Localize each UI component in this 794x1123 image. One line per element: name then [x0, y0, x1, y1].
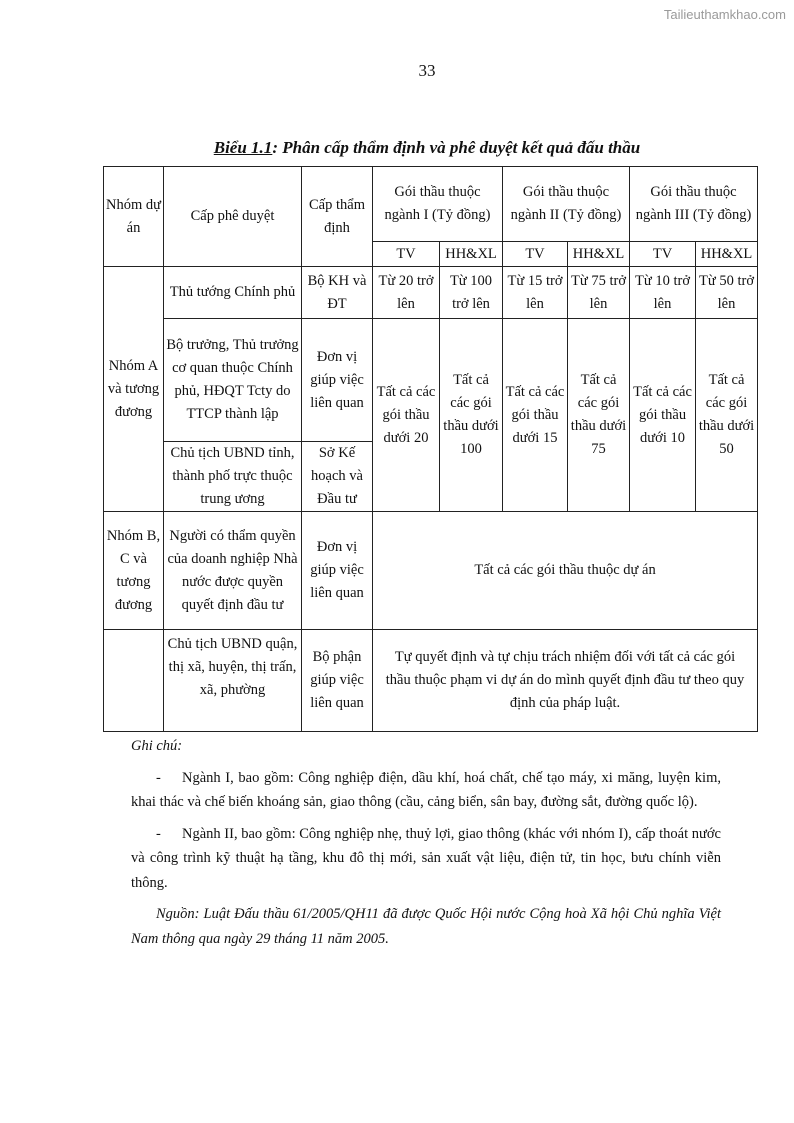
header-hhxl-1: HH&XL: [440, 242, 503, 267]
table-row: [104, 512, 758, 630]
source-note: Nguồn: Luật Đấu thầu 61/2005/QH11 đã được Quốc Hội nước Cộng hoà Xã hội Chủ nghĩa Việt Nam thông qua ngày 29 tháng 11 năm 2005.: [131, 906, 721, 947]
approval-cell: Người có thẩm quyền của doanh nghiệp Nhà nước được quyền quyết định đầu tư: [164, 512, 302, 630]
header-tv-1: TV: [373, 242, 440, 267]
value-cell: Tất cả các gói thầu dưới 100: [440, 319, 503, 512]
header-tv-2: TV: [503, 242, 568, 267]
header-sector-1: Gói thầu thuộc ngành I (Tỷ đồng): [373, 167, 503, 242]
note-text: Ngành I, bao gồm: Công nghiệp điện, dầu khí, hoá chất, chế tạo máy, xi măng, luyện kim, khai thác và chế biến khoáng sản, giao thông (cầu, cảng biển, sân bay, đường sắt, đường quốc lộ).: [131, 769, 721, 810]
header-sector-2: Gói thầu thuộc ngành II (Tỷ đồng): [503, 167, 630, 242]
note-item: [131, 766, 721, 815]
table-caption: [0, 138, 794, 158]
value-cell: Tất cả các gói thầu dưới 50: [696, 319, 758, 512]
appraisal-cell: Đơn vị giúp việc liên quan: [302, 512, 373, 630]
appraisal-cell: Bộ phận giúp việc liên quan: [302, 630, 373, 732]
bullet-dash: -: [156, 825, 161, 842]
value-cell: Từ 50 trở lên: [696, 267, 758, 319]
note-item: [131, 822, 721, 896]
value-cell: Từ 15 trở lên: [503, 267, 568, 319]
value-cell: Tất cả các gói thầu dưới 15: [503, 319, 568, 512]
value-cell: Từ 20 trở lên: [373, 267, 440, 319]
header-sector-3: Gói thầu thuộc ngành III (Tỷ đồng): [630, 167, 758, 242]
value-cell: Từ 10 trở lên: [630, 267, 696, 319]
notes-label: Ghi chú:: [131, 738, 183, 754]
value-cell: Tất cả các gói thầu dưới 75: [568, 319, 630, 512]
notes-section: [131, 734, 721, 951]
approval-cell: Chủ tịch UBND quận, thị xã, huyện, thị trấn, xã, phường: [164, 630, 302, 732]
header-hhxl-3: HH&XL: [696, 242, 758, 267]
header-row: [104, 167, 758, 242]
caption-title: : Phân cấp thẩm định và phê duyệt kết quả đấu thầu: [272, 138, 641, 157]
group-bc-name: Nhóm B, C và tương đương: [104, 512, 164, 630]
value-cell: Tất cả các gói thầu dưới 10: [630, 319, 696, 512]
local-group-name: [104, 630, 164, 732]
note-text: Ngành II, bao gồm: Công nghiệp nhẹ, thuỷ lợi, giao thông (khác với nhóm I), cấp thoát nước và công trình kỹ thuật hạ tầng, khu đô thị mới, sản xuất vật liệu, điện tử, tin học, bưu chính viễn thông.: [131, 825, 721, 891]
approval-table: [103, 166, 758, 732]
scope-cell: Tự quyết định và tự chịu trách nhiệm đối với tất cả các gói thầu thuộc phạm vi dự án do mình quyết định đầu tư theo quy định của pháp luật.: [373, 630, 758, 732]
header-tv-3: TV: [630, 242, 696, 267]
value-cell: Từ 100 trở lên: [440, 267, 503, 319]
approval-cell: Chủ tịch UBND tỉnh, thành phố trực thuộc trung ương: [164, 442, 302, 512]
bullet-dash: -: [156, 769, 161, 786]
table-row: [104, 319, 758, 442]
header-appraisal: Cấp thẩm định: [302, 167, 373, 267]
table-row: [104, 267, 758, 319]
header-hhxl-2: HH&XL: [568, 242, 630, 267]
header-approval: Cấp phê duyệt: [164, 167, 302, 267]
table-row: [104, 630, 758, 732]
appraisal-cell: Đơn vị giúp việc liên quan: [302, 319, 373, 442]
group-a-name: Nhóm A và tương đương: [104, 267, 164, 512]
page-number: 33: [418, 61, 436, 80]
scope-cell: Tất cả các gói thầu thuộc dự án: [373, 512, 758, 630]
value-cell: Tất cả các gói thầu dưới 20: [373, 319, 440, 512]
appraisal-cell: Sở Kế hoạch và Đầu tư: [302, 442, 373, 512]
value-cell: Từ 75 trở lên: [568, 267, 630, 319]
approval-cell: Bộ trưởng, Thủ trưởng cơ quan thuộc Chính phủ, HĐQT Tcty do TTCP thành lập: [164, 319, 302, 442]
appraisal-cell: Bộ KH và ĐT: [302, 267, 373, 319]
caption-label: Biểu 1.1: [213, 138, 273, 157]
approval-cell: Thủ tướng Chính phủ: [164, 267, 302, 319]
watermark: Tailieuthamkhao.com: [663, 7, 786, 22]
header-group: Nhóm dự án: [104, 167, 164, 267]
